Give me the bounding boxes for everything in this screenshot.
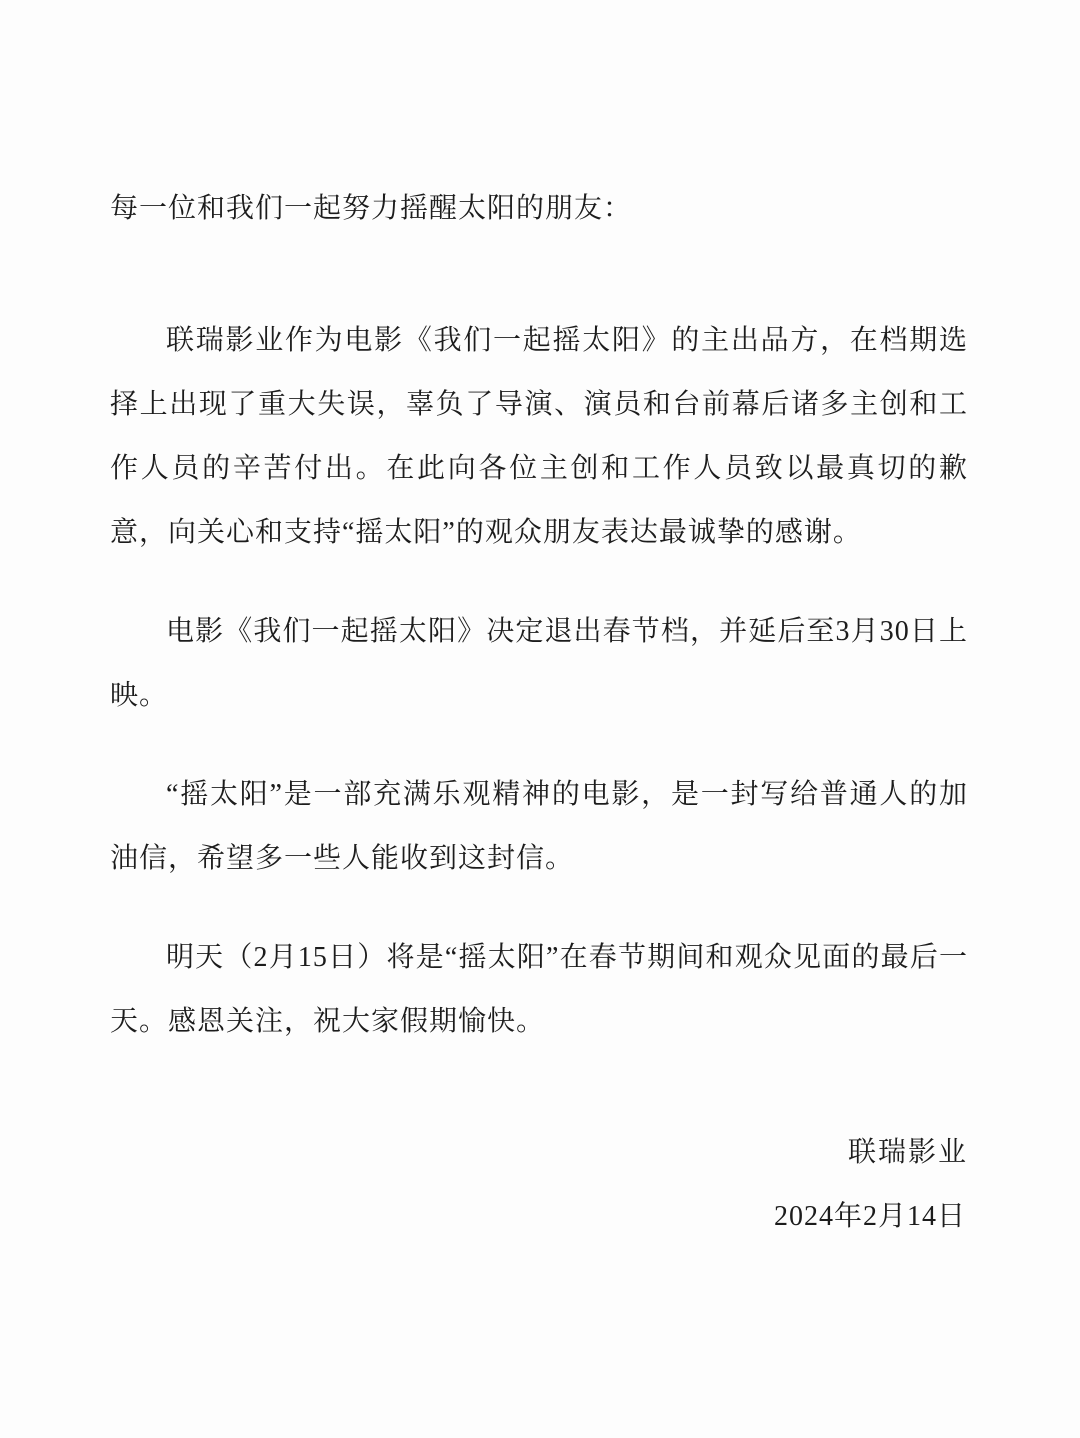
body-paragraph-apology: 联瑞影业作为电影《我们一起摇太阳》的主出品方，在档期选择上出现了重大失误，辜负了导演、演员和台前幕后诸多主创和工作人员的辛苦付出。在此向各位主创和工作人员致以最真切的歉意，向关心和支持“摇太阳”的观众朋友表达最诚挚的感谢。 xyxy=(110,325,968,548)
body-paragraph-film-description: “摇太阳”是一部充满乐观精神的电影，是一封写给普通人的加油信，希望多一些人能收到这封信。 xyxy=(110,779,968,874)
body-paragraph-release-change: 电影《我们一起摇太阳》决定退出春节档，并延后至3月30日上映。 xyxy=(110,616,968,711)
body-paragraph-last-day: 明天（2月15日）将是“摇太阳”在春节期间和观众见面的最后一天。感恩关注，祝大家假期愉快。 xyxy=(110,942,968,1037)
letter-content xyxy=(110,177,968,1249)
signature-date: 2024年2月14日 xyxy=(773,1201,966,1232)
signature-block xyxy=(110,1121,968,1249)
salutation-line: 每一位和我们一起努力摇醒太阳的朋友： xyxy=(110,193,633,224)
signature-company: 联瑞影业 xyxy=(847,1137,968,1168)
